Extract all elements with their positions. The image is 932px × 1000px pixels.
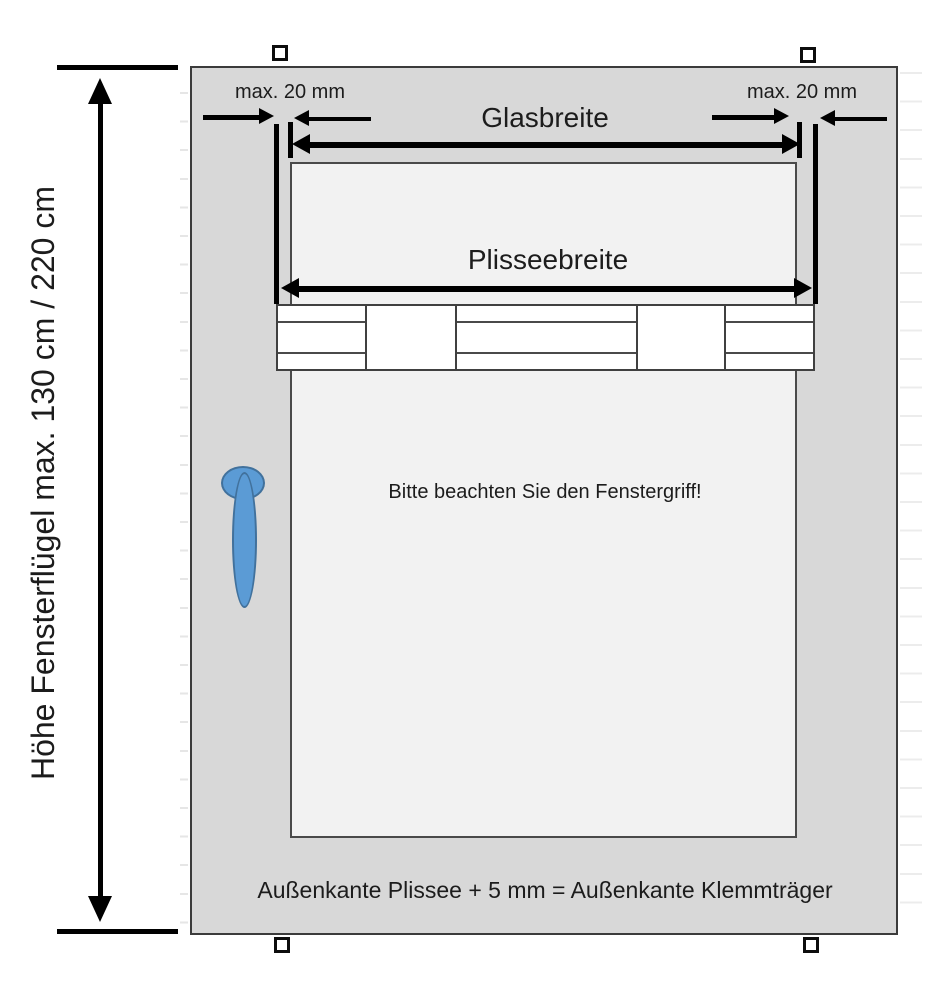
handle-note: Bitte beachten Sie den Fenstergriff! [388, 481, 702, 503]
arrow-right-icon [794, 278, 812, 298]
height-extent-tick-bottom [57, 929, 178, 934]
mounting-square-top-left [272, 45, 288, 61]
clamp-rail [276, 304, 815, 371]
mounting-square-top-right [800, 47, 816, 63]
arrow-left-icon [820, 110, 835, 126]
offset-right-label: max. 20 mm [746, 81, 858, 103]
arrow-down-icon [88, 896, 112, 922]
arrow-left-icon [294, 110, 309, 126]
ruler-ticks-left [180, 92, 188, 928]
offset-left-inner-arrow [309, 117, 371, 122]
mounting-square-bottom-left [274, 937, 290, 953]
pleat-edge-line-left [274, 124, 279, 304]
bottom-note: Außenkante Plissee + 5 mm = Außenkante Klemmträger [257, 877, 833, 903]
ruler-ticks-right [900, 72, 922, 930]
height-extent-tick-top [57, 65, 178, 70]
mounting-square-bottom-right [803, 937, 819, 953]
rail-segment-profile [278, 306, 365, 369]
window-handle-stem [232, 472, 257, 608]
rail-segment-profile [724, 306, 813, 369]
offset-right-inner-arrow [712, 115, 774, 120]
rail-segment-profile [455, 306, 636, 369]
offset-right-outer-arrow [835, 117, 887, 122]
height-dimension-arrow [98, 96, 103, 902]
rail-segment-bracket [636, 306, 724, 369]
pleat-width-label: Plisseebreite [467, 244, 629, 275]
glass-width-arrow [308, 142, 784, 148]
offset-left-label: max. 20 mm [234, 81, 346, 103]
arrow-right-icon [774, 108, 789, 124]
height-dimension-label: Höhe Fensterflügel max. 130 cm / 220 cm [25, 185, 61, 781]
arrow-up-icon [88, 78, 112, 104]
arrow-right-icon [259, 108, 274, 124]
pleat-edge-line-right [813, 124, 818, 304]
glass-width-label: Glasbreite [481, 102, 609, 133]
arrow-right-icon [782, 134, 800, 154]
offset-left-outer-arrow [203, 115, 259, 120]
rail-segment-bracket [365, 306, 455, 369]
pleat-width-arrow [297, 286, 796, 292]
